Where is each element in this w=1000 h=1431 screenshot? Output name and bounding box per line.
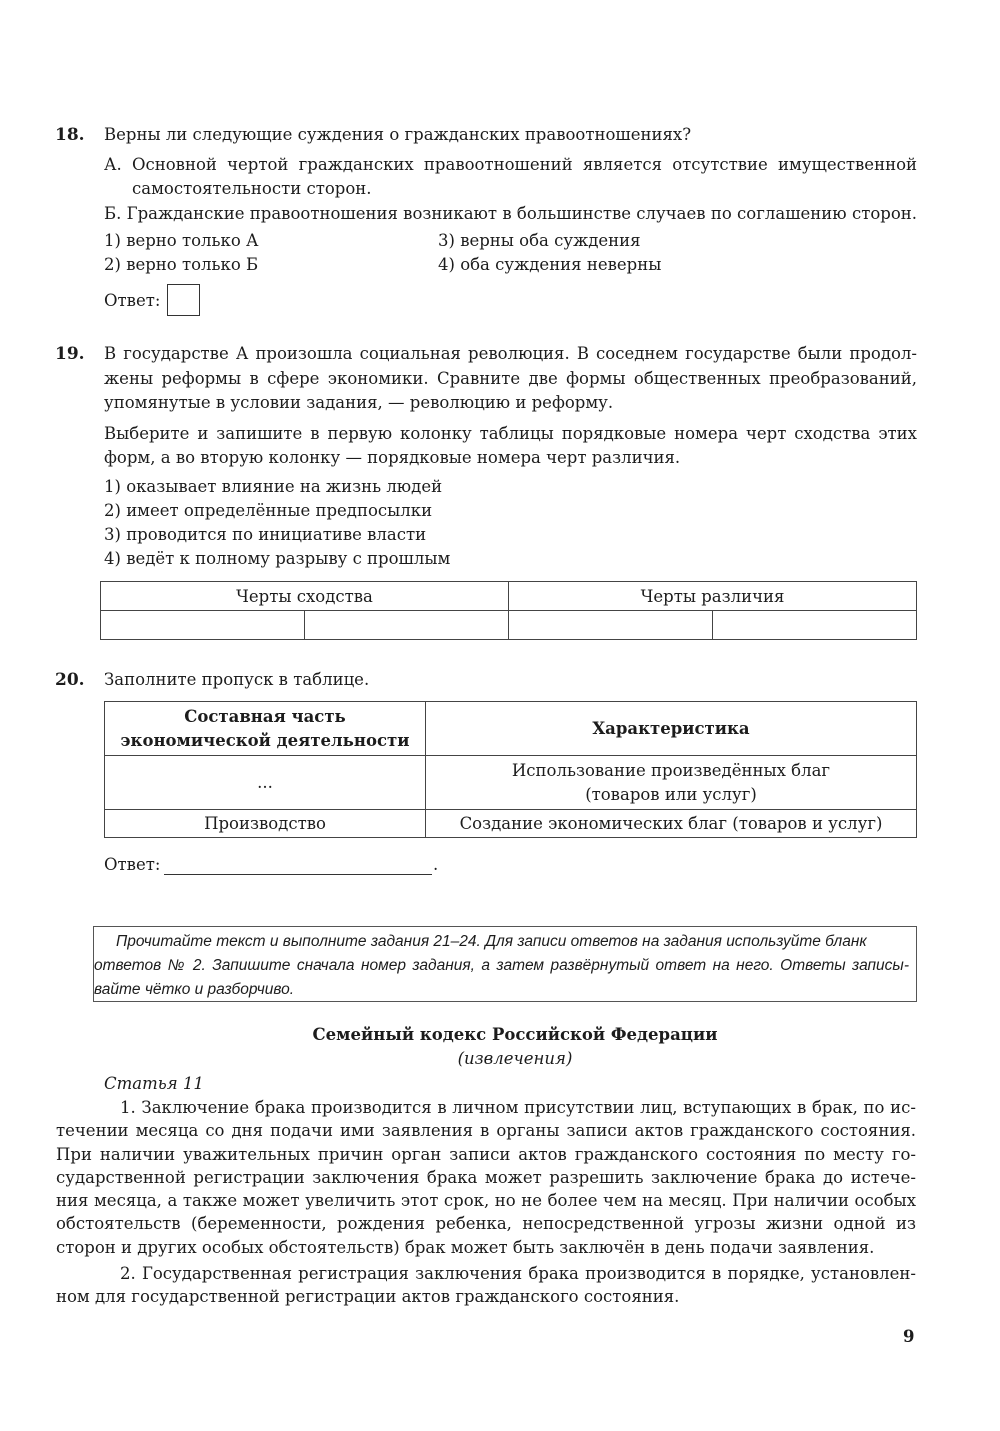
instruction-line-2: ответов № 2. Запишите сначала номер задания, а затем развёрнутый ответ на него. Ответы записы- xyxy=(94,957,909,974)
article-paragraph-2: 2. Государственная регистрация заключения брака производится в порядке, установлен- ном для государственной регистрации актов гражданского состояния. xyxy=(56,1264,916,1307)
article-paragraph-1: 1. Заключение брака производится в личном присутствии лиц, вступающих в брак, по ис- течении месяца со дня подачи ими заявления в органы записи актов гражданского состояния. При наличии уважительных причин орган записи актов гражданского состояния по месту го- сударственной регистрации заключения брака может разрешить заключение брака до истече- ния месяца, а также может увеличить этот срок, но не более чем на месяц. При наличии особых обстоятельств (беременности, рождения ребенка, непосредственной угрозы жизни одной из сторон и других особых обстоятельств) брак может быть заключён в день подачи заявления. xyxy=(56,1098,916,1257)
option-2: 2) верно только Б xyxy=(104,255,259,274)
component-cell: Производство xyxy=(105,810,426,838)
header-component: Составная часть экономической деятельности xyxy=(105,702,426,756)
source-title: Семейный кодекс Российской Федерации xyxy=(312,1025,718,1044)
question-text-line-2: жены реформы в сфере экономики. Сравните две формы общественных преобразований, xyxy=(104,369,917,388)
question-number: 19. xyxy=(55,344,85,364)
option-4: 4) оба суждения неверны xyxy=(438,255,662,274)
characteristic-cell: Создание экономических благ (товаров и услуг) xyxy=(426,810,917,838)
instruction-line-1: Прочитайте текст и выполните задания 21–24. Для записи ответов на задания используйте бланк xyxy=(116,933,867,950)
statement-b: Б. Гражданские правоотношения возникают в большинстве случаев по соглашению сторон. xyxy=(104,204,917,223)
instruction-line-1: Выберите и запишите в первую колонку таблицы порядковые номера черт сходства этих xyxy=(104,424,917,443)
similarity-cell-1[interactable] xyxy=(101,611,305,640)
source-subtitle: (извлечения) xyxy=(457,1049,573,1068)
answer-box[interactable] xyxy=(167,284,200,316)
option-3: 3) верны оба суждения xyxy=(438,231,641,250)
instruction-line-3: вайте чётко и разборчиво. xyxy=(94,981,295,998)
question-text-line-3: упомянутые в условии задания, — революцию и реформу. xyxy=(104,393,614,412)
header-similarities: Черты сходства xyxy=(101,582,509,611)
statement-a-continued: самостоятельности сторон. xyxy=(132,179,372,198)
question-text: Верны ли следующие суждения о гражданских правоотношениях? xyxy=(104,125,692,144)
answer-line[interactable] xyxy=(164,853,432,875)
option-4: 4) ведёт к полному разрыву с прошлым xyxy=(104,549,451,568)
header-differences: Черты различия xyxy=(509,582,917,611)
question-number: 20. xyxy=(55,670,85,690)
instruction-line-2: форм, а во вторую колонку — порядковые номера черт различия. xyxy=(104,448,681,467)
option-3: 3) проводится по инициативе власти xyxy=(104,525,427,544)
difference-cell-1[interactable] xyxy=(509,611,713,640)
option-1: 1) оказывает влияние на жизнь людей xyxy=(104,477,443,496)
article-heading: Статья 11 xyxy=(104,1074,204,1093)
missing-component-cell: ... xyxy=(105,756,426,810)
question-text: Заполните пропуск в таблице. xyxy=(104,670,370,689)
question-text-line-1: В государстве А произошла социальная революция. В соседнем государстве были продол- xyxy=(104,344,917,363)
comparison-table xyxy=(100,581,917,640)
option-2: 2) имеет определённые предпосылки xyxy=(104,501,433,520)
question-number: 18. xyxy=(55,125,85,145)
similarity-cell-2[interactable] xyxy=(305,611,509,640)
instructions-box xyxy=(93,926,917,1002)
difference-cell-2[interactable] xyxy=(713,611,917,640)
option-1: 1) верно только А xyxy=(104,231,259,250)
page-number: 9 xyxy=(903,1327,915,1346)
answer-label: Ответ: xyxy=(104,855,161,874)
answer-label: Ответ: xyxy=(104,291,161,310)
header-characteristic: Характеристика xyxy=(426,702,917,756)
statement-a: А. Основной чертой гражданских правоотношений является отсутствие имущественной xyxy=(104,155,917,174)
economics-table xyxy=(104,701,917,838)
answer-suffix: . xyxy=(433,855,439,874)
characteristic-cell: Использование произведённых благ (товаров или услуг) xyxy=(426,756,917,810)
